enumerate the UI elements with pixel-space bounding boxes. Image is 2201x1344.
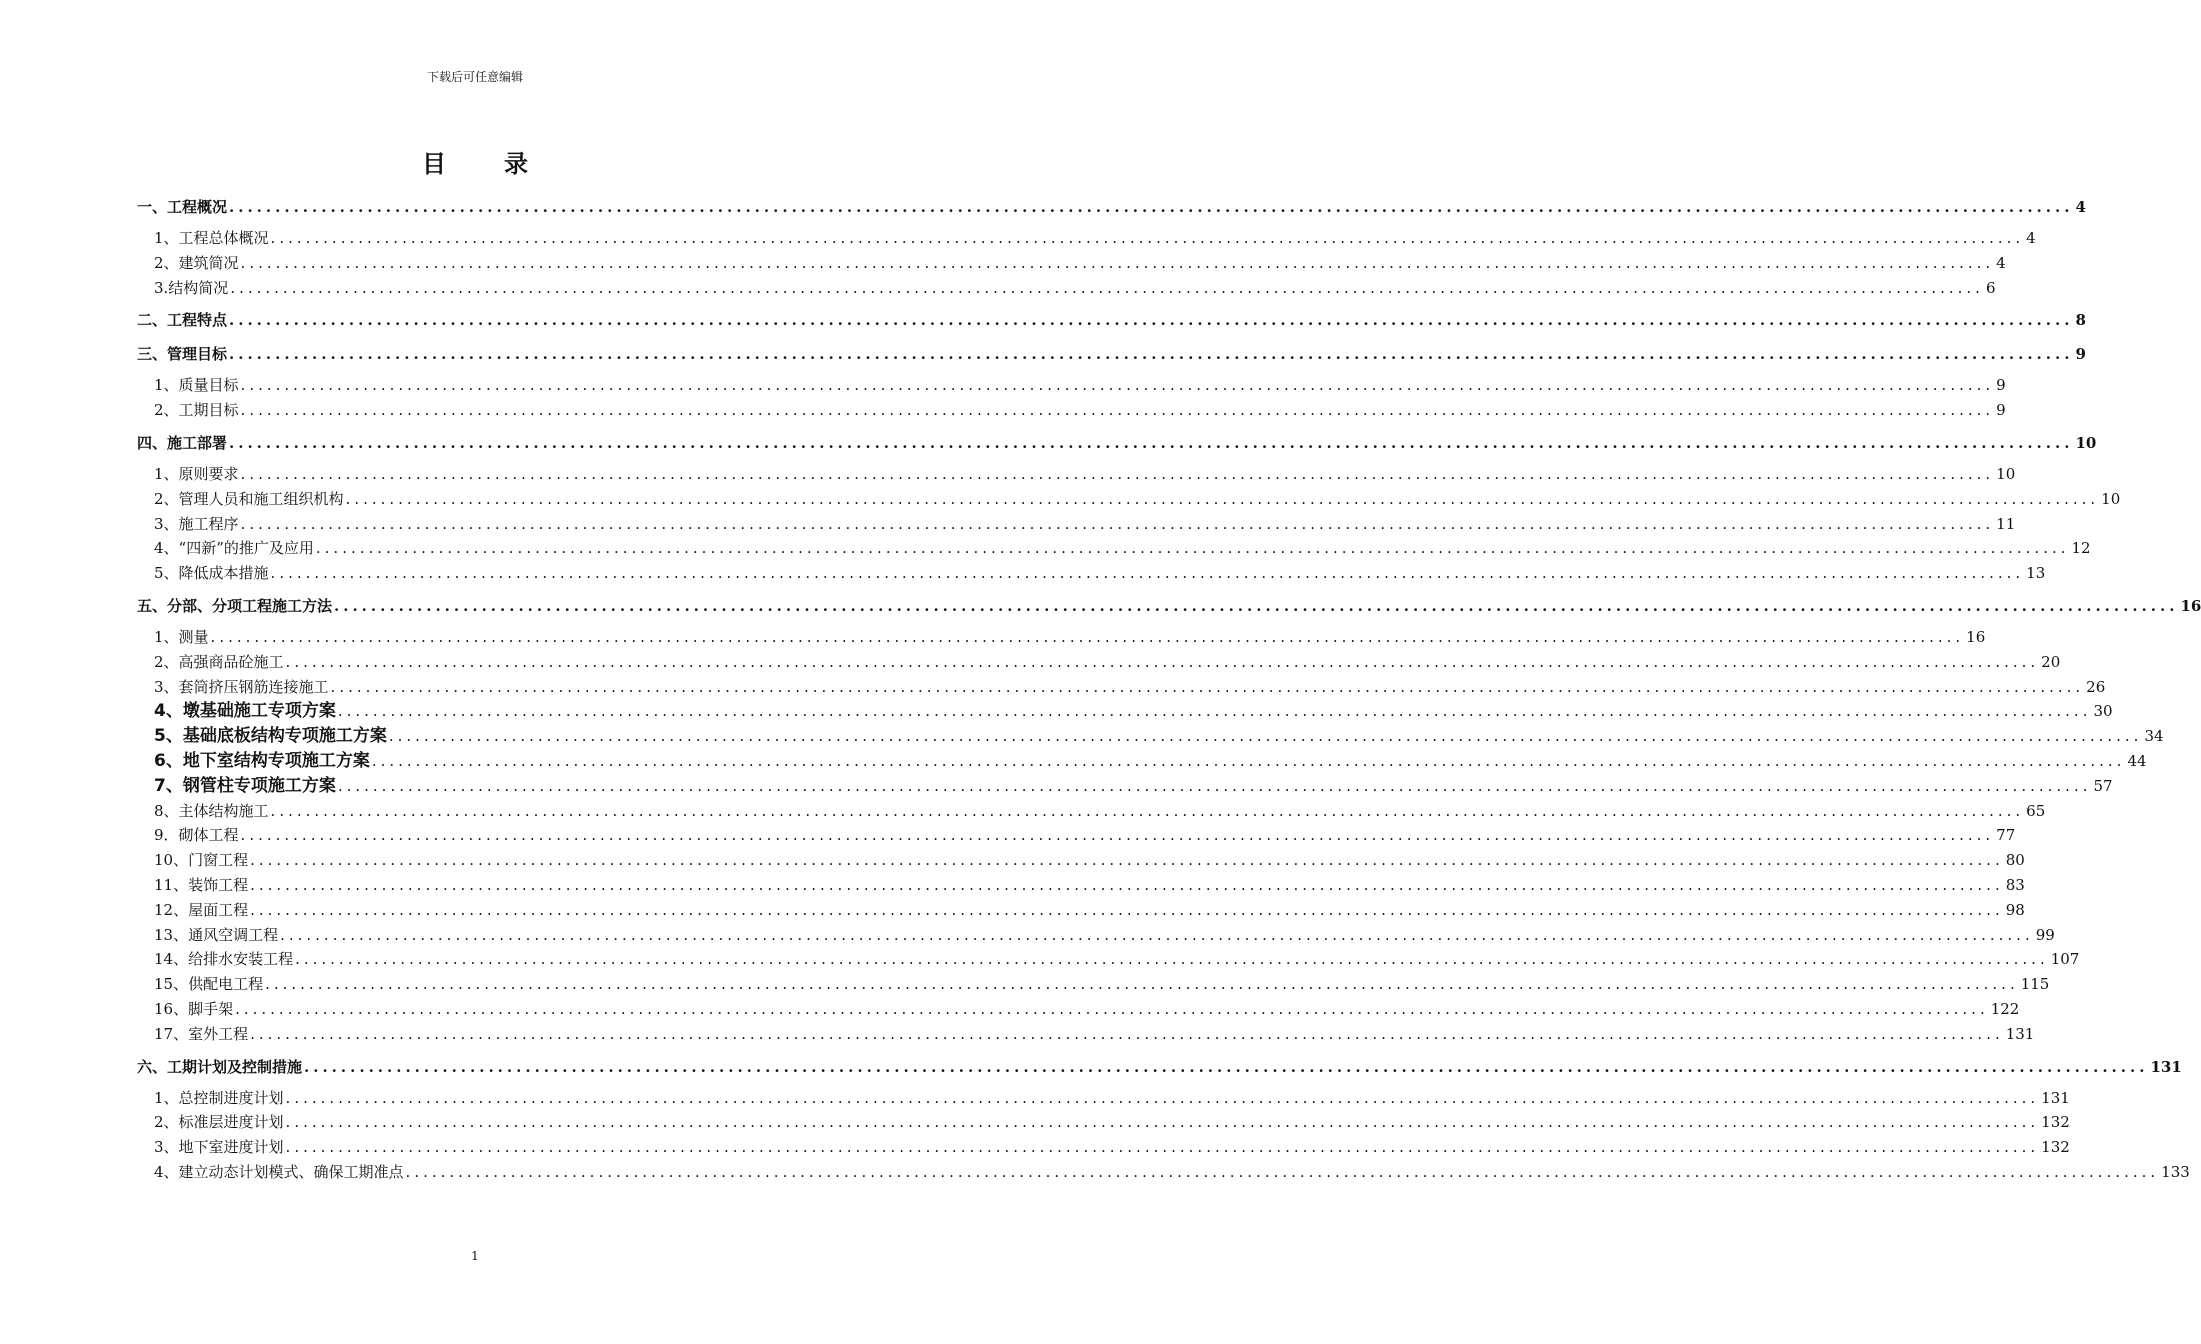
toc-section-entry[interactable] — [137, 1054, 2182, 1081]
toc-subsection-entry[interactable] — [137, 561, 2046, 586]
toc-leader-dots: ........................................................................................................................................................................................................ — [240, 826, 1995, 845]
toc-subsection-entry[interactable] — [137, 625, 1986, 650]
toc-leader-dots: ........................................................................................................................................................................................................ — [285, 652, 2040, 671]
toc-entry-page: 107 — [2050, 950, 2080, 969]
toc-leader-dots: ........................................................................................................................................................................................................ — [371, 751, 2126, 770]
toc-entry-page: 16 — [2180, 596, 2201, 615]
toc-leader-dots: ........................................................................................................................................................................................................ — [229, 311, 2074, 330]
toc-leader-dots: ........................................................................................................................................................................................................ — [388, 727, 2143, 746]
toc-subsection-entry[interactable] — [137, 512, 2016, 537]
toc-entry-page: 9 — [1996, 376, 2006, 395]
toc-leader-dots: ........................................................................................................................................................................................................ — [270, 229, 2025, 247]
toc-entry-label: 11、装饰工程 — [154, 875, 249, 894]
toc-entry-label: 3.结构简况 — [154, 278, 229, 297]
toc-subsection-entry[interactable] — [137, 675, 2106, 700]
toc-entry-page: 4 — [2075, 198, 2086, 216]
toc-leader-dots: ........................................................................................................................................................................................................ — [285, 1088, 2040, 1107]
toc-entry-page: 131 — [2150, 1057, 2182, 1076]
toc-entry-label: 1、工程总体概况 — [154, 229, 269, 247]
toc-entry-page: 26 — [2086, 677, 2106, 696]
toc-entry-page: 6 — [1985, 278, 1996, 297]
toc-entry-page: 13 — [2026, 564, 2046, 583]
toc-leader-dots: ........................................................................................................................................................................................................ — [240, 253, 1995, 272]
toc-leader-dots: ........................................................................................................................................................................................................ — [285, 1113, 2040, 1132]
toc-subsection-entry[interactable] — [137, 699, 2113, 724]
toc-section-entry[interactable] — [137, 593, 2201, 620]
table-of-contents — [137, 194, 2201, 1185]
toc-subsection-entry[interactable] — [137, 462, 2016, 487]
toc-entry-page: 115 — [2020, 975, 2050, 994]
toc-leader-dots: ........................................................................................................................................................................................................ — [405, 1162, 2160, 1181]
toc-entry-page: 9 — [2075, 345, 2086, 364]
toc-entry-page: 10 — [2075, 433, 2097, 452]
toc-leader-dots: ........................................................................................................................................................................................................ — [229, 198, 2074, 216]
toc-leader-dots: ........................................................................................................................................................................................................ — [229, 433, 2074, 452]
toc-entry-label: 5、基础底板结构专项施工方案 — [154, 726, 387, 747]
toc-entry-page: 44 — [2127, 751, 2147, 770]
toc-entry-page: 122 — [1990, 999, 2020, 1018]
toc-entry-label: 1、质量目标 — [154, 376, 239, 395]
toc-entry-page: 132 — [2041, 1138, 2070, 1157]
toc-subsection-entry[interactable] — [137, 251, 2006, 276]
toc-entry-label: 2、管理人员和施工组织机构 — [154, 489, 344, 508]
toc-entry-label: 4、建立动态计划模式、确保工期准点 — [154, 1162, 404, 1181]
toc-leader-dots: ........................................................................................................................................................................................................ — [250, 900, 2004, 919]
toc-entry-page: 16 — [1966, 627, 1986, 646]
toc-entry-label: 12、屋面工程 — [154, 900, 249, 919]
toc-entry-page: 8 — [2075, 311, 2086, 330]
toc-entry-page: 132 — [2041, 1113, 2070, 1132]
toc-entry-label: 2、标准层进度计划 — [154, 1113, 284, 1132]
toc-entry-page: 98 — [2005, 900, 2025, 919]
toc-entry-label: 6、地下室结构专项施工方案 — [154, 750, 370, 771]
toc-leader-dots: ........................................................................................................................................................................................................ — [229, 345, 2074, 364]
toc-entry-label: 15、供配电工程 — [154, 975, 264, 994]
toc-entry-label: 5、降低成本措施 — [154, 564, 269, 583]
toc-leader-dots: ........................................................................................................................................................................................................ — [250, 875, 2004, 894]
toc-leader-dots: ........................................................................................................................................................................................................ — [330, 677, 2085, 696]
page-title: 目录 — [422, 150, 586, 178]
toc-entry-page: 83 — [2005, 875, 2025, 894]
toc-entry-label: 13、通风空调工程 — [154, 925, 279, 944]
toc-entry-label: 17、室外工程 — [154, 1024, 249, 1043]
toc-subsection-entry[interactable] — [137, 947, 2080, 972]
toc-section-entry[interactable] — [137, 341, 2086, 368]
toc-entry-page: 10 — [1996, 464, 2016, 483]
toc-entry-page: 20 — [2041, 652, 2061, 671]
toc-entry-label: 8、主体结构施工 — [154, 801, 269, 820]
toc-subsection-entry[interactable] — [137, 373, 2006, 398]
toc-entry-page: 65 — [2026, 801, 2046, 820]
toc-subsection-entry[interactable] — [137, 650, 2061, 675]
toc-leader-dots: ........................................................................................................................................................................................................ — [285, 1138, 2040, 1157]
toc-leader-dots: ........................................................................................................................................................................................................ — [304, 1057, 2149, 1076]
toc-entry-page: 131 — [2041, 1088, 2070, 1107]
toc-entry-page: 12 — [2071, 539, 2091, 558]
toc-subsection-entry[interactable] — [137, 1022, 2035, 1047]
toc-subsection-entry[interactable] — [137, 487, 2121, 512]
toc-entry-label: 二、工程特点 — [137, 311, 228, 330]
toc-section-entry[interactable] — [137, 194, 2086, 221]
page-number: 1 — [471, 1249, 479, 1263]
toc-entry-page: 9 — [1996, 401, 2006, 420]
toc-leader-dots: ........................................................................................................................................................................................................ — [345, 489, 2100, 508]
toc-entry-label: 四、施工部署 — [137, 433, 228, 452]
toc-subsection-entry[interactable] — [137, 226, 2036, 251]
toc-entry-label: 16、脚手架 — [154, 999, 234, 1018]
toc-leader-dots: ........................................................................................................................................................................................................ — [265, 975, 2019, 994]
toc-subsection-entry[interactable] — [137, 774, 2113, 799]
toc-entry-label: 10、门窗工程 — [154, 851, 249, 870]
toc-leader-dots: ........................................................................................................................................................................................................ — [295, 950, 2049, 969]
toc-subsection-entry[interactable] — [137, 873, 2025, 898]
toc-entry-page: 11 — [1996, 514, 2016, 533]
toc-entry-page: 4 — [2026, 229, 2036, 247]
toc-entry-label: 1、总控制进度计划 — [154, 1088, 284, 1107]
toc-leader-dots: ........................................................................................................................................................................................................ — [270, 801, 2025, 820]
toc-leader-dots: ........................................................................................................................................................................................................ — [210, 627, 1965, 646]
toc-leader-dots: ........................................................................................................................................................................................................ — [250, 1024, 2004, 1043]
toc-entry-label: 1、测量 — [154, 627, 209, 646]
toc-leader-dots: ........................................................................................................................................................................................................ — [337, 776, 2092, 795]
toc-leader-dots: ........................................................................................................................................................................................................ — [250, 851, 2004, 870]
toc-entry-label: 2、高强商品砼施工 — [154, 652, 284, 671]
toc-entry-page: 133 — [2161, 1162, 2190, 1181]
toc-subsection-entry[interactable] — [137, 898, 2025, 923]
toc-leader-dots: ........................................................................................................................................................................................................ — [270, 564, 2025, 583]
toc-entry-label: 1、原则要求 — [154, 464, 239, 483]
toc-entry-page: 99 — [2035, 925, 2055, 944]
toc-leader-dots: ........................................................................................................................................................................................................ — [240, 514, 1995, 533]
toc-leader-dots: ........................................................................................................................................................................................................ — [235, 999, 1989, 1018]
toc-entry-label: 4、“四新”的推广及应用 — [154, 539, 314, 558]
toc-leader-dots: ........................................................................................................................................................................................................ — [334, 596, 2179, 615]
toc-entry-page: 57 — [2093, 776, 2113, 795]
toc-subsection-entry[interactable] — [137, 997, 2020, 1022]
toc-entry-page: 77 — [1996, 826, 2016, 845]
toc-section-entry[interactable] — [137, 307, 2086, 334]
toc-subsection-entry[interactable] — [137, 1135, 2070, 1160]
toc-leader-dots: ........................................................................................................................................................................................................ — [240, 376, 1995, 395]
toc-leader-dots: ........................................................................................................................................................................................................ — [337, 702, 2092, 721]
toc-subsection-entry[interactable] — [137, 398, 2006, 423]
toc-entry-label: 14、给排水安装工程 — [154, 950, 294, 969]
toc-subsection-entry[interactable] — [137, 276, 1996, 301]
toc-subsection-entry[interactable] — [137, 823, 2016, 848]
toc-subsection-entry[interactable] — [137, 1110, 2070, 1135]
toc-subsection-entry[interactable] — [137, 536, 2091, 561]
toc-entry-label: 7、钢管柱专项施工方案 — [154, 775, 336, 796]
toc-subsection-entry[interactable] — [137, 923, 2055, 948]
toc-entry-label: 3、施工程序 — [154, 514, 239, 533]
toc-entry-label: 2、建筑简况 — [154, 253, 239, 272]
toc-entry-page: 10 — [2101, 489, 2121, 508]
toc-entry-page: 34 — [2144, 727, 2164, 746]
toc-subsection-entry[interactable] — [137, 724, 2164, 749]
toc-leader-dots: ........................................................................................................................................................................................................ — [315, 539, 2070, 558]
toc-subsection-entry[interactable] — [137, 1160, 2190, 1185]
toc-entry-label: 2、工期目标 — [154, 401, 239, 420]
toc-subsection-entry[interactable] — [137, 848, 2025, 873]
toc-entry-label: 五、分部、分项工程施工方法 — [137, 596, 333, 615]
toc-entry-label: 三、管理目标 — [137, 345, 228, 364]
toc-entry-label: 3、地下室进度计划 — [154, 1138, 284, 1157]
toc-subsection-entry[interactable] — [137, 1086, 2070, 1111]
toc-leader-dots: ........................................................................................................................................................................................................ — [230, 278, 1984, 297]
toc-subsection-entry[interactable] — [137, 972, 2050, 997]
toc-leader-dots: ........................................................................................................................................................................................................ — [240, 401, 1995, 420]
toc-leader-dots: ........................................................................................................................................................................................................ — [280, 925, 2034, 944]
toc-entry-label: 六、工期计划及控制措施 — [137, 1057, 303, 1076]
toc-leader-dots: ........................................................................................................................................................................................................ — [240, 464, 1995, 483]
page-header: 下载后可任意编辑 — [426, 70, 523, 84]
toc-entry-label: 3、套筒挤压钢筋连接施工 — [154, 677, 329, 696]
toc-entry-page: 131 — [2005, 1024, 2035, 1043]
toc-entry-label: 4、墩基础施工专项方案 — [154, 701, 336, 722]
toc-subsection-entry[interactable] — [137, 799, 2046, 824]
toc-entry-page: 30 — [2093, 702, 2113, 721]
toc-entry-label: 9．砌体工程 — [154, 826, 239, 845]
toc-section-entry[interactable] — [137, 430, 2097, 457]
toc-entry-page: 80 — [2005, 851, 2025, 870]
toc-subsection-entry[interactable] — [137, 749, 2147, 774]
toc-entry-page: 4 — [1996, 253, 2006, 272]
toc-entry-label: 一、工程概况 — [137, 198, 228, 216]
